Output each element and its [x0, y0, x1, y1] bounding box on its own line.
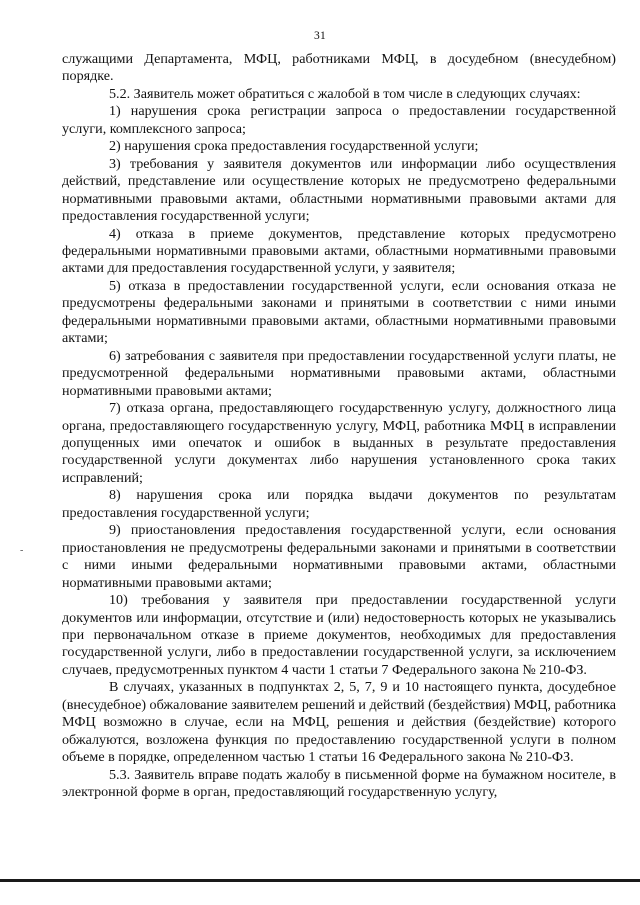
margin-mark: -	[20, 545, 24, 556]
list-item-7: 7) отказа органа, предоставляющего государственную услугу, должностного лица органа, предоставляющего государственную услугу, МФЦ, работника МФЦ в исправлении допущенных ими опечаток и ошибок в выданных в результате предоставления государственной услуги документах либо нарушения установленного срока таких исправлений;	[62, 400, 616, 486]
list-item-9: 9) приостановления предоставления государственной услуги, если основания приостановления не предусмотрены федеральными законами и принятыми в соответствии с ними иными федеральными нормативными правовыми актами, областными нормативными правовыми актами;	[62, 522, 616, 591]
document-body	[62, 51, 616, 801]
list-item-3: 3) требования у заявителя документов или информации либо осуществления действий, представление или осуществление которых не предусмотрено федеральными нормативными правовыми актами, областными нормативными правовыми актами для предоставления государственной услуги;	[62, 155, 616, 225]
list-item-5: 5) отказа в предоставлении государственной услуги, если основания отказа не предусмотрены федеральными законами и принятыми в соответствии с ними иными федеральными нормативными правовыми актами, областными нормативными правовыми актами;	[62, 277, 616, 347]
bottom-rule	[0, 879, 640, 882]
list-item-10: 10) требования у заявителя при предоставлении государственной услуги документов или информации, отсутствие и (или) недостоверность которых не указывались при первоначальном отказе в приеме документов, необходимых для предоставления государственной услуги, либо в предоставлении государственной услуги, за исключением случаев, предусмотренных пунктом 4 части 1 статьи 7 Федерального закона № 210-ФЗ.	[62, 592, 616, 678]
list-item-2: 2) нарушения срока предоставления государственной услуги;	[109, 138, 479, 155]
paragraph-cases-note: В случаях, указанных в подпунктах 2, 5, 7, 9 и 10 настоящего пункта, досудебное (внесудебное) обжалование заявителем решений и действий (бездействия) МФЦ, работника МФЦ возможно в случае, если на МФЦ, решения и действия (бездействие) которого обжалуются, возложена функция по предоставлению государственной услуги в полном объеме в порядке, определенном частью 1 статьи 16 Федерального закона № 210-ФЗ.	[62, 679, 616, 766]
list-item-8: 8) нарушения срока или порядка выдачи документов по результатам предоставления государственной услуги;	[62, 487, 616, 521]
paragraph-5-3: 5.3. Заявитель вправе подать жалобу в письменной форме на бумажном носителе, в электронной форме в орган, предоставляющий государственную услугу,	[62, 766, 616, 801]
list-item-4: 4) отказа в приеме документов, представление которых предусмотрено федеральными нормативными правовыми актами, областными нормативными правовыми актами для предоставления государственной услуги, у заявителя;	[62, 225, 616, 277]
list-item-1: 1) нарушения срока регистрации запроса о предоставлении государственной услуги, комплексного запроса;	[62, 103, 616, 137]
list-item-6: 6) затребования с заявителя при предоставлении государственной услуги платы, не предусмотренной федеральными нормативными правовыми актами, областными нормативными правовыми актами;	[62, 347, 616, 399]
page-number: 31	[314, 30, 326, 42]
paragraph-5-2: 5.2. Заявитель может обратиться с жалобой в том числе в следующих случаях:	[109, 85, 581, 102]
paragraph-continuation: служащими Департамента, МФЦ, работниками МФЦ, в досудебном (внесудебном) порядке.	[62, 51, 616, 85]
